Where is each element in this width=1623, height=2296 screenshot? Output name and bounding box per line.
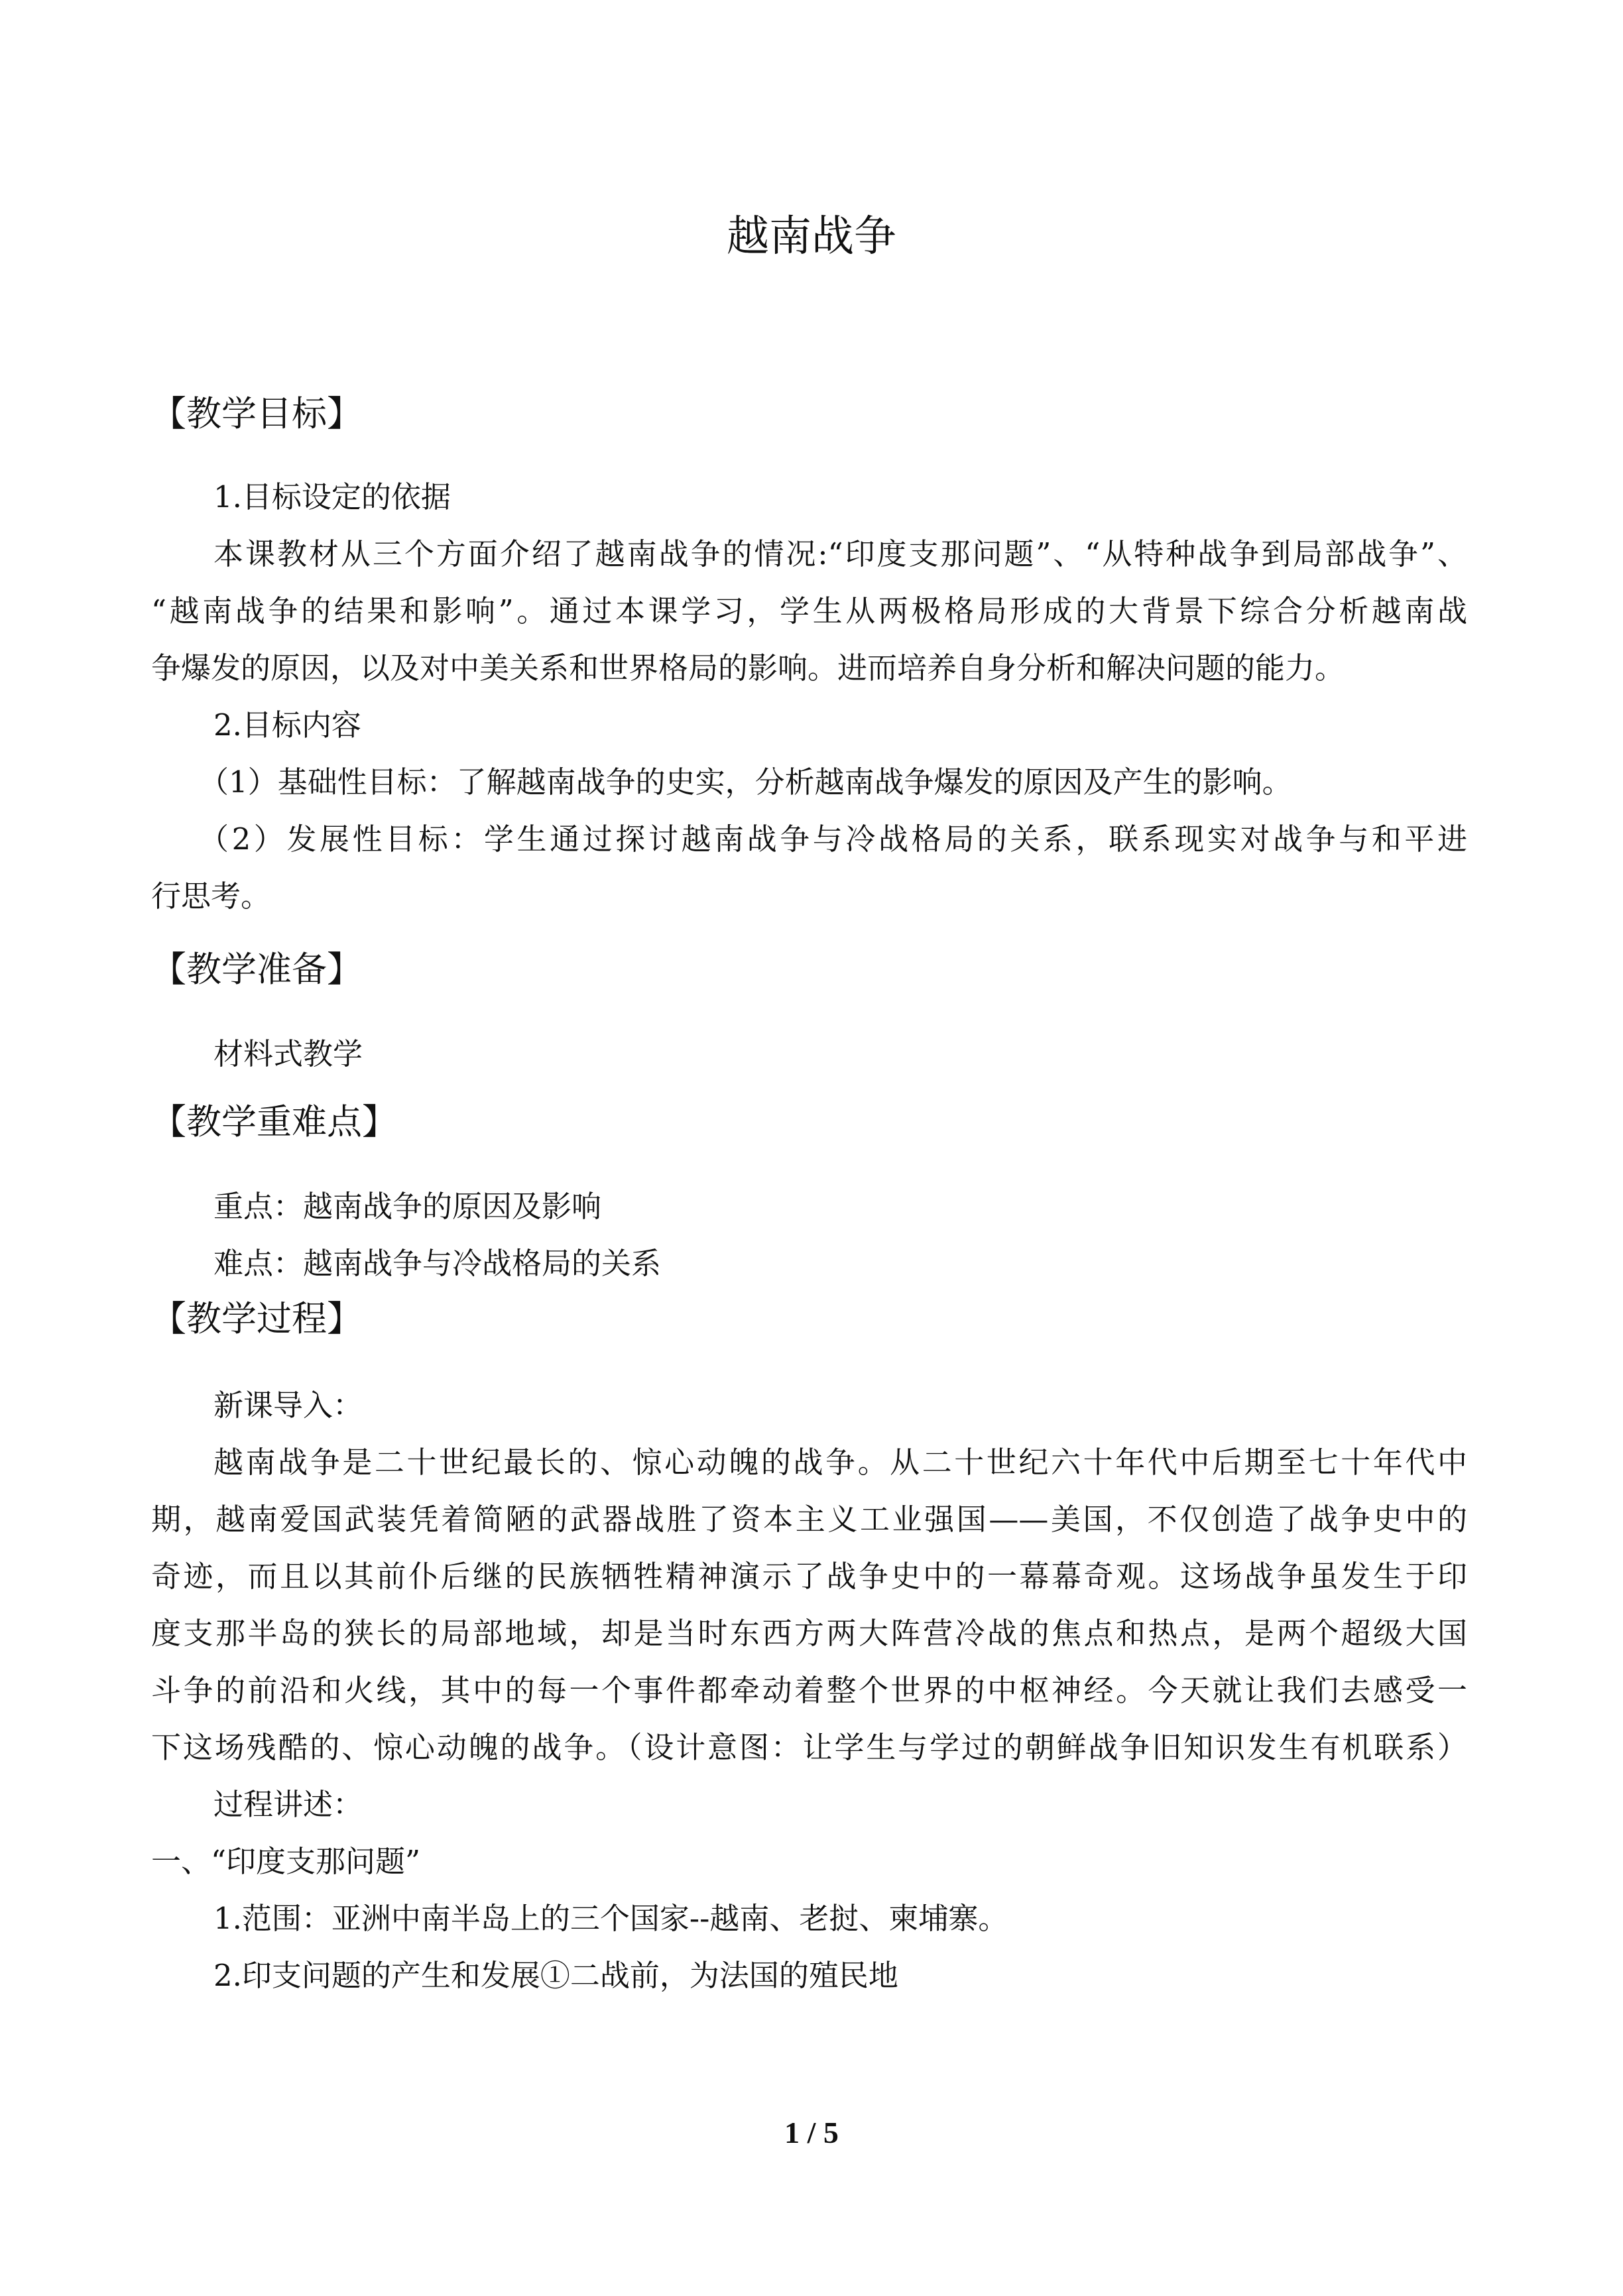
page-number: 1 / 5 — [784, 2116, 839, 2149]
goals-item-1: 1.目标设定的依据 — [213, 479, 451, 514]
document-title: 越南战争 — [727, 212, 896, 261]
section-heading-prep: 【教学准备】 — [151, 949, 362, 990]
section-heading-keys: 【教学重难点】 — [151, 1102, 397, 1142]
goals-sub-1: （1）基础性目标：了解越南战争的史实，分析越南战争爆发的原因及产生的影响。 — [199, 764, 1292, 800]
goals-sub-2-line-1: （2）发展性目标：学生通过探讨越南战争与冷战格局的关系，联系现实对战争与和平进 — [199, 821, 1467, 857]
lecture-label: 过程讲述： — [213, 1787, 363, 1822]
intro-para-line-3: 奇迹，而且以其前仆后继的民族牺牲精神演示了战争史中的一幕幕奇观。这场战争虽发生于印 — [151, 1559, 1467, 1594]
part1-item-2: 2.印支问题的产生和发展①二战前，为法国的殖民地 — [213, 1958, 898, 1993]
section-heading-process: 【教学过程】 — [151, 1299, 362, 1339]
goals-para-line-3: 争爆发的原因，以及对中美关系和世界格局的影响。进而培养自身分析和解决问题的能力。 — [151, 650, 1345, 686]
goals-item-2: 2.目标内容 — [213, 707, 361, 743]
prep-text: 材料式教学 — [213, 1036, 363, 1071]
goals-sub-2-line-2: 行思考。 — [151, 878, 271, 914]
intro-label: 新课导入： — [213, 1388, 363, 1423]
intro-para-line-5: 斗争的前沿和火线，其中的每一个事件都牵动着整个世界的中枢神经。今天就让我们去感受一 — [151, 1673, 1467, 1708]
part1-item-1: 1.范围：亚洲中南半岛上的三个国家--越南、老挝、柬埔寨。 — [213, 1901, 1008, 1936]
section-heading-goals: 【教学目标】 — [151, 394, 362, 434]
intro-para-line-4: 度支那半岛的狭长的局部地域，却是当时东西方两大阵营冷战的焦点和热点，是两个超级大国 — [151, 1616, 1467, 1651]
goals-para-line-1: 本课教材从三个方面介绍了越南战争的情况:“印度支那问题”、“从特种战争到局部战争”、 — [213, 536, 1467, 572]
part1-heading: 一、“印度支那问题” — [151, 1844, 421, 1879]
intro-para-line-6: 下这场残酷的、惊心动魄的战争。（设计意图：让学生与学过的朝鲜战争旧知识发生有机联系） — [151, 1730, 1467, 1765]
intro-para-line-1: 越南战争是二十世纪最长的、惊心动魄的战争。从二十世纪六十年代中后期至七十年代中 — [213, 1445, 1467, 1480]
intro-para-line-2: 期，越南爱国武装凭着简陋的武器战胜了资本主义工业强国——美国，不仅创造了战争史中的 — [151, 1502, 1467, 1537]
difficult-point: 难点：越南战争与冷战格局的关系 — [213, 1246, 662, 1281]
goals-para-line-2: “越南战争的结果和影响”。通过本课学习，学生从两极格局形成的大背景下综合分析越南战 — [151, 593, 1467, 629]
key-point: 重点：越南战争的原因及影响 — [213, 1189, 602, 1224]
